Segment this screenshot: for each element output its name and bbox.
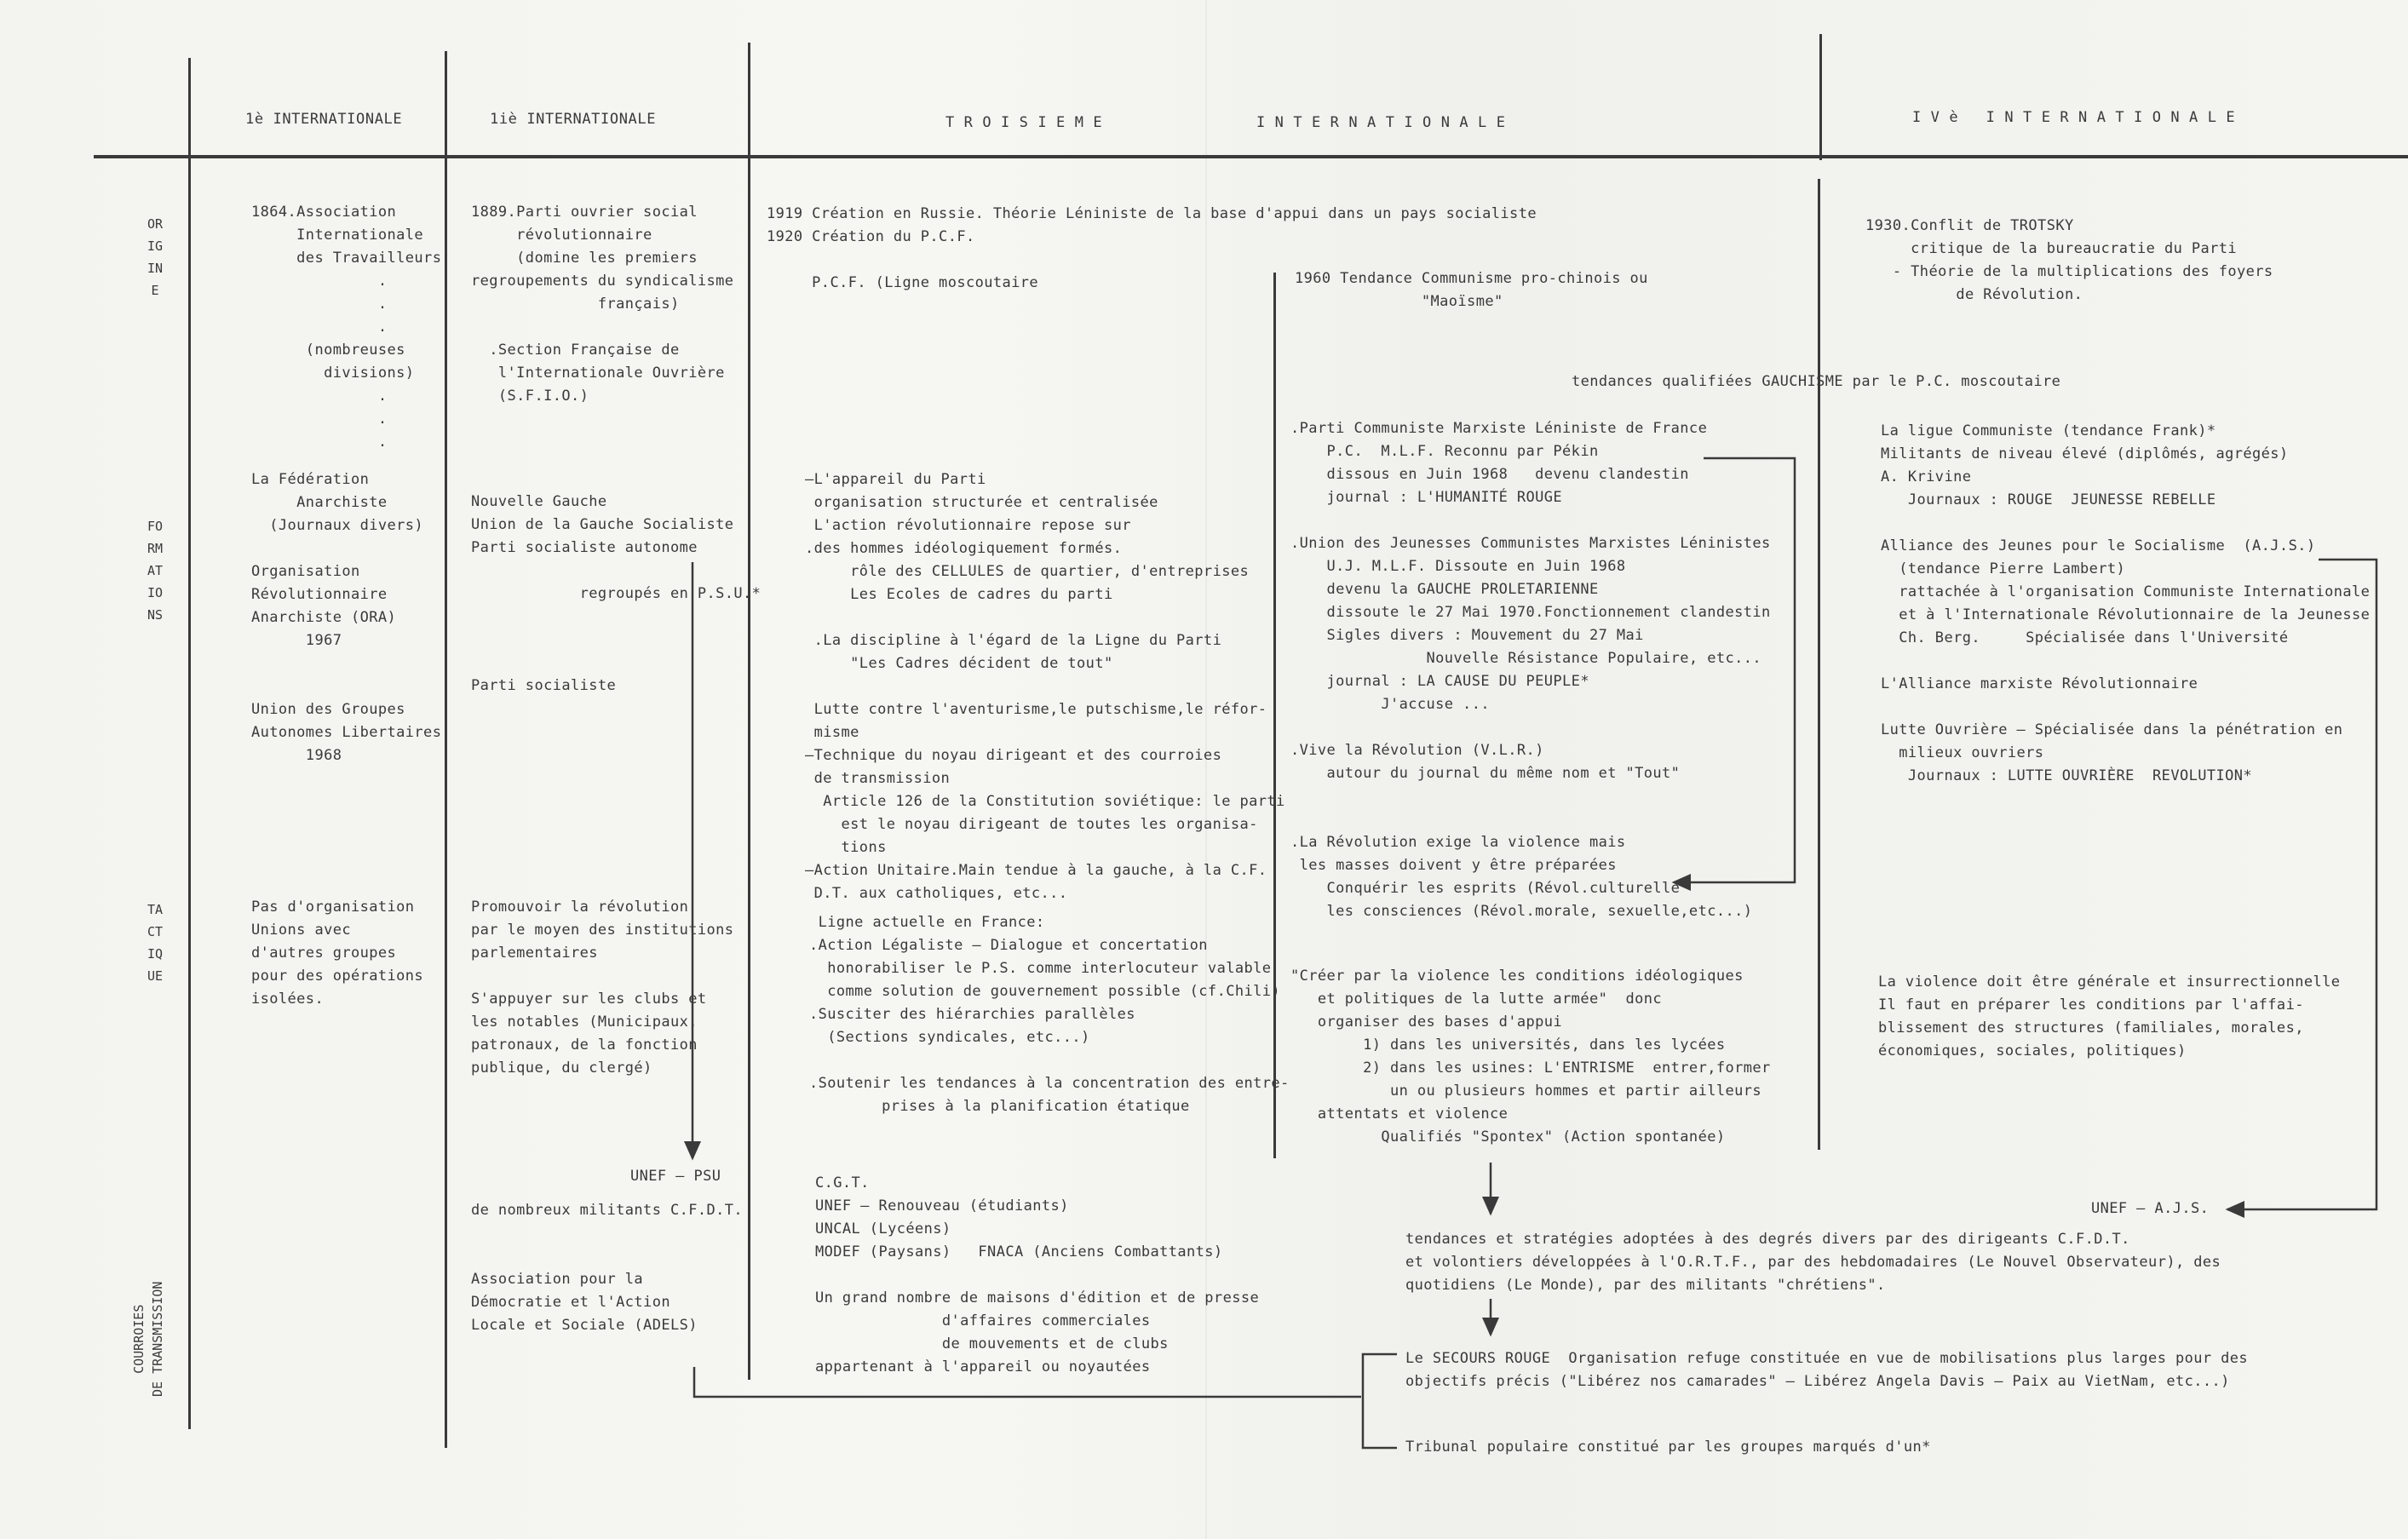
col4-formations: .Parti Communiste Marxiste Léniniste de France P.C. M.L.F. Reconnu par Pékin dissous en Juin 1968 devenu clandestin journal : L'HUMANITÉ ROUGE .Union des Jeunesses Communistes Marxistes Léninistes U.J. M.L.F. Dissoute en Juin 1968 devenu la GAUCHE PROLETARIENNE dissoute le 27 Mai 1970.Fonctionnement clandestin Sigles divers : Mouvement du 27 Mai Nouvelle Résistance Populaire, etc... journal : LA CAUSE DU PEUPLE* J'accuse ... .Vive la Révolution (V.L.R.) autour du journal du même nom et "Tout" .La Révolution exige la violence mais les masses doivent y être préparées Conquérir les esprits (Révol.culturelle les consciences (Révol.morale, sexuelle,etc...) bbox=[1290, 420, 1771, 920]
col2-unef-psu: UNEF – PSU bbox=[630, 1168, 721, 1185]
col3-formations: –L'appareil du Parti organisation structurée et centralisée L'action révolutionnaire repose sur .des hommes idéologiquement formés. rôle des CELLULES de quartier, d'entreprises Les Ecoles de cadres du parti .La discipline à l'égard de la Ligne du Parti "Les Cadres décident de tout" Lutte contre l'aventurisme,le putschisme,le réfor- misme –Technique du noyau dirigeant et des courroies de transmission Article 126 de la Constitution soviétique: le parti est le noyau dirigeant de toutes les organisa- tions –Action Unitaire.Main tendue à la gauche, à la C.F. D.T. aux catholiques, etc... bbox=[805, 471, 1285, 902]
side-label-formations: FORMATIONS bbox=[147, 519, 164, 623]
ajs-bracket-arrow bbox=[2227, 560, 2376, 1209]
courroies-link-line bbox=[694, 1367, 1361, 1397]
header-second-international: 1iè INTERNATIONALE bbox=[490, 111, 657, 128]
col2-formations: Nouvelle Gauche Union de la Gauche Socialiste Parti socialiste autonome regroupés en P.S.U.* Parti socialiste bbox=[471, 493, 761, 694]
header-third-international-a: T R O I S I E M E bbox=[945, 114, 1103, 131]
col4-tactique: "Créer par la violence les conditions idéologiques et politiques de la lutte armée" donc organiser des bases d'appui 1) dans les universités, dans les lycées 2) dans les usines: L'ENTRISME entrer,former un ou plusieurs hommes et partir ailleurs attentats et violence Qualifiés "Spontex" (Action spontanée) bbox=[1290, 968, 1771, 1146]
col5-tactique: La violence doit être générale et insurrectionnelle Il faut en préparer les conditions par l'affai- blissement des structures (familiales, morales, économiques, sociales, politiques) bbox=[1878, 973, 2341, 1059]
col3-tactique: Ligne actuelle en France: .Action Légaliste – Dialogue et concertation honorabiliser le P.S. comme interlocuteur valable comme solution de gouvernement possible (cf.Chili) .Susciter des hiérarchies parallèles (Sections syndicales, etc...) .Soutenir les tendances à la concentration des entre- prises à la planification étatique bbox=[809, 914, 1290, 1115]
header-first-international: 1è INTERNATIONALE bbox=[245, 111, 403, 128]
side-label-courroies: COURROIES DE TRANSMISSION bbox=[131, 1281, 165, 1397]
col4-secours-rouge: Le SECOURS ROUGE Organisation refuge constituée en vue de mobilisations plus larges pour des objectifs précis ("Libérez nos camarades" – Libérez Angela Davis – Paix au VietNam, etc...) bbox=[1405, 1350, 2249, 1390]
ml-france-bracket-arrow bbox=[1674, 458, 1795, 882]
col3-origine: 1919 Création en Russie. Théorie Léniniste de la base d'appui dans un pays socialiste 1920 Création du P.C.F. P.C.F. (Ligne moscoutaire bbox=[767, 205, 1537, 291]
col1-formations: La Fédération Anarchiste (Journaux divers) Organisation Révolutionnaire Anarchiste (ORA) 1967 Union des Groupes Autonomes Libertaires 1968 bbox=[251, 471, 442, 764]
col4-origine: 1960 Tendance Communisme pro-chinois ou "Maoïsme" bbox=[1295, 270, 1648, 310]
col2-tactique: Promouvoir la révolution par le moyen des institutions parlementaires S'appuyer sur les clubs et les notables (Municipaux, patronaux, de la fonction publique, du clergé) bbox=[471, 899, 734, 1077]
col2-courroies: de nombreux militants C.F.D.T. Association pour la Démocratie et l'Action Locale et Sociale (ADELS) bbox=[471, 1202, 744, 1334]
col3-courroies: C.G.T. UNEF – Renouveau (étudiants) UNCAL (Lycéens) MODEF (Paysans) FNACA (Anciens Combattants) Un grand nombre de maisons d'édition et de presse d'affaires commerciales de mouvements et de clubs appartenant à l'appareil ou noyautées bbox=[815, 1174, 1260, 1375]
header-fourth-international: I V è I N T E R N A T I O N A L E bbox=[1912, 109, 2236, 126]
col5-unef-ajs: UNEF – A.J.S. bbox=[2091, 1200, 2210, 1217]
col1-origine: 1864.Association Internationale des Travailleurs . . . (nombreuses divisions) . . . bbox=[251, 204, 442, 451]
side-label-tactique: TACTIQUE bbox=[147, 902, 164, 984]
col1-tactique: Pas d'organisation Unions avec d'autres groupes pour des opérations isolées. bbox=[251, 899, 424, 1008]
secours-bracket bbox=[1363, 1354, 1397, 1448]
col4-gauchisme-banner: tendances qualifiées GAUCHISME par le P.C. moscoutaire bbox=[1572, 373, 2061, 390]
col5-origine: 1930.Conflit de TROTSKY critique de la bureaucratie du Parti - Théorie de la multiplications des foyers de Révolution. bbox=[1865, 217, 2273, 303]
col2-origine: 1889.Parti ouvrier social révolutionnaire (domine les premiers regroupements du syndicalisme français) .Section Française de l'Internationale Ouvrière (S.F.I.O.) bbox=[471, 204, 734, 405]
col4-tribunal: Tribunal populaire constitué par les groupes marqués d'un* bbox=[1405, 1439, 1931, 1456]
col5-formations: La ligue Communiste (tendance Frank)* Militants de niveau élevé (diplômés, agrégés) A. Krivine Journaux : ROUGE JEUNESSE REBELLE Alliance des Jeunes pour le Socialisme (A.J.S.) (tendance Pierre Lambert) rattachée à l'organisation Communiste Internationale et à l'Internationale Révolutionnaire de la Jeunesse Ch. Berg. Spécialisée dans l'Université L'Alliance marxiste Révolutionnaire Lutte Ouvrière – Spécialisée dans la pénétration en milieux ouvriers Journaux : LUTTE OUVRIÈRE REVOLUTION* bbox=[1881, 422, 2371, 784]
col4-courroies: tendances et stratégies adoptées à des degrés divers par des dirigeants C.F.D.T. et volontiers développées à l'O.R.T.F., par des hebdomadaires (Le Nouvel Observateur), des quotidiens (Le Monde), par des militants "chrétiens". bbox=[1405, 1231, 2221, 1294]
header-third-international-b: I N T E R N A T I O N A L E bbox=[1256, 114, 1506, 131]
side-label-origine: ORIGINE bbox=[147, 216, 164, 298]
